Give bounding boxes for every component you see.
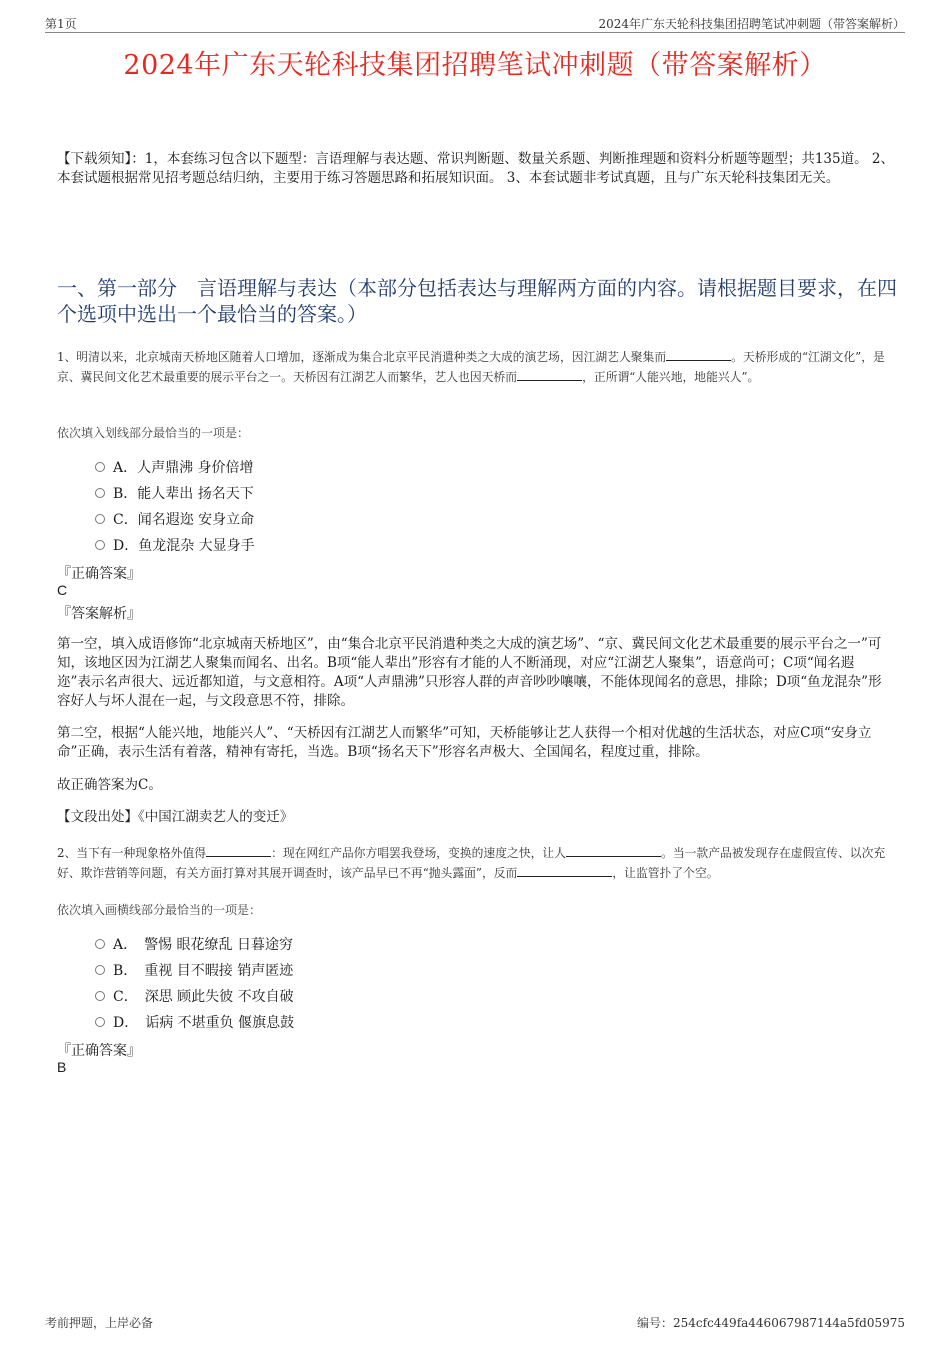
q1-option-c[interactable] <box>95 509 254 529</box>
question-1-text-part-b: 。天桥形成的“江湖文化”，是京、冀民间文化艺术最重要的展示平台之一。天桥因有江湖艺人而繁华，艺人也因天桥而 <box>57 350 885 384</box>
footer-serial-number: 编号：254cfc449fa446067987144a5fd05975 <box>637 1316 905 1330</box>
radio-icon[interactable] <box>95 488 105 498</box>
question-2-text <box>57 843 902 883</box>
header-doc-title: 2024年广东天轮科技集团招聘笔试冲刺题（带答案解析） <box>598 17 905 31</box>
q1-analysis-paragraph-1: 第一空，填入成语修饰“北京城南天桥地区”，由“集合北京平民消遣种类之大成的演艺场”、“京、冀民间文化艺术最重要的展示平台之一”可知，该地区因为江湖艺人聚集而闻名、出名。B项“能人辈出”形容有才能的人不断涌现，对应“江湖艺人聚集”，语意尚可；C项“闻名遐迩”表示名声很大、远近都知道，与文意相符。A项“人声鼎沸”只形容人群的声音吵吵嚷嚷，不能体现闻名的意思，排除；D项“鱼龙混杂”形容好人与坏人混在一起，与文段意思不符，排除。 <box>57 636 882 709</box>
radio-icon[interactable] <box>95 965 105 975</box>
radio-icon[interactable] <box>95 1017 105 1027</box>
radio-icon[interactable] <box>95 462 105 472</box>
q1-answer-value: C <box>57 582 68 598</box>
radio-icon[interactable] <box>95 939 105 949</box>
q2-option-c[interactable] <box>95 986 294 1006</box>
section-heading: 一、第一部分 言语理解与表达（本部分包括表达与理解两方面的内容。请根据题目要求，在四个选项中选出一个最恰当的答案。） <box>57 276 897 326</box>
radio-icon[interactable] <box>95 540 105 550</box>
option-label: D． 诟病 不堪重负 偃旗息鼓 <box>113 1015 295 1031</box>
page-title: 2024年广东天轮科技集团招聘笔试冲刺题（带答案解析） <box>123 50 827 81</box>
fill-blank-2 <box>566 844 661 857</box>
footer-slogan: 考前押题，上岸必备 <box>45 1316 154 1330</box>
q1-option-b[interactable] <box>95 483 254 503</box>
question-1-instruction: 依次填入划线部分最恰当的一项是： <box>57 426 250 440</box>
option-label: D．鱼龙混杂 大显身手 <box>113 538 255 554</box>
question-2-text-part-d: ，让监管扑了个空。 <box>612 866 719 880</box>
q2-option-a[interactable] <box>95 934 293 954</box>
question-1-text-part-a: 1、明清以来，北京城南天桥地区随着人口增加，逐渐成为集合北京平民消遣种类之大成的演艺场，因江湖艺人聚集而 <box>57 350 667 364</box>
question-2-text-part-c: 。当一款产品被发现存在虚假宣传、以次充好、欺诈营销等问题，有关方面打算对其展开调查时，该产品早已不再“抛头露面”，反而 <box>57 846 886 880</box>
q2-answer-value: B <box>57 1059 67 1075</box>
fill-blank-1 <box>206 844 271 857</box>
header-divider <box>45 32 905 33</box>
option-label: B． 重视 目不暇接 销声匿迹 <box>113 963 294 979</box>
option-label: A． 警惕 眼花缭乱 日暮途穷 <box>113 937 294 953</box>
q1-analysis-paragraph-2: 第二空，根据“人能兴地，地能兴人”、“天桥因有江湖艺人而繁华”可知，天桥能够让艺人获得一个相对优越的生活状态，对应C项“安身立命”正确，表示生活有着落，精神有寄托，当选。B项“扬名天下”形容名声极大、全国闻名，程度过重，排除。 <box>57 725 872 760</box>
q1-option-d[interactable] <box>95 535 255 555</box>
question-1-text <box>57 347 902 387</box>
q2-option-b[interactable] <box>95 960 293 980</box>
question-1-text-part-c: ，正所谓“人能兴地，地能兴人”。 <box>582 370 760 384</box>
download-notice: 【下载须知】：1，本套练习包含以下题型：言语理解与表达题、常识判断题、数量关系题、判断推理题和资料分析题等题型；共135道。 2、本套试题根据常见招考题总结归纳，主要用于练习答题思路和拓展知识面。 3、本套试题非考试真题，且与广东天轮科技集团无关。 <box>57 151 894 186</box>
page-number: 第1页 <box>45 17 77 31</box>
option-label: B．能人辈出 扬名天下 <box>113 486 254 502</box>
q1-analysis-label: 『答案解析』 <box>57 606 141 622</box>
fill-blank-2 <box>517 368 582 381</box>
question-2-text-part-b: ：现在网红产品你方唱罢我登场，变换的速度之快，让人 <box>271 846 567 860</box>
option-label: C．闻名遐迩 安身立命 <box>113 512 255 528</box>
q1-conclusion: 故正确答案为C。 <box>57 777 162 793</box>
question-2-text-part-a: 2、当下有一种现象格外值得 <box>57 846 207 860</box>
q1-option-a[interactable] <box>95 457 254 477</box>
fill-blank-1 <box>666 348 731 361</box>
radio-icon[interactable] <box>95 991 105 1001</box>
option-label: C． 深思 顾此失彼 不攻自破 <box>113 989 294 1005</box>
option-label: A．人声鼎沸 身价倍增 <box>113 460 254 476</box>
q2-answer-label: 『正确答案』 <box>57 1043 141 1059</box>
q2-option-d[interactable] <box>95 1012 294 1032</box>
question-2-instruction: 依次填入画横线部分最恰当的一项是： <box>57 903 262 917</box>
radio-icon[interactable] <box>95 514 105 524</box>
q1-source: 【文段出处】《中国江湖卖艺人的变迁》 <box>57 809 294 825</box>
q1-answer-label: 『正确答案』 <box>57 566 141 582</box>
fill-blank-3 <box>517 864 612 877</box>
